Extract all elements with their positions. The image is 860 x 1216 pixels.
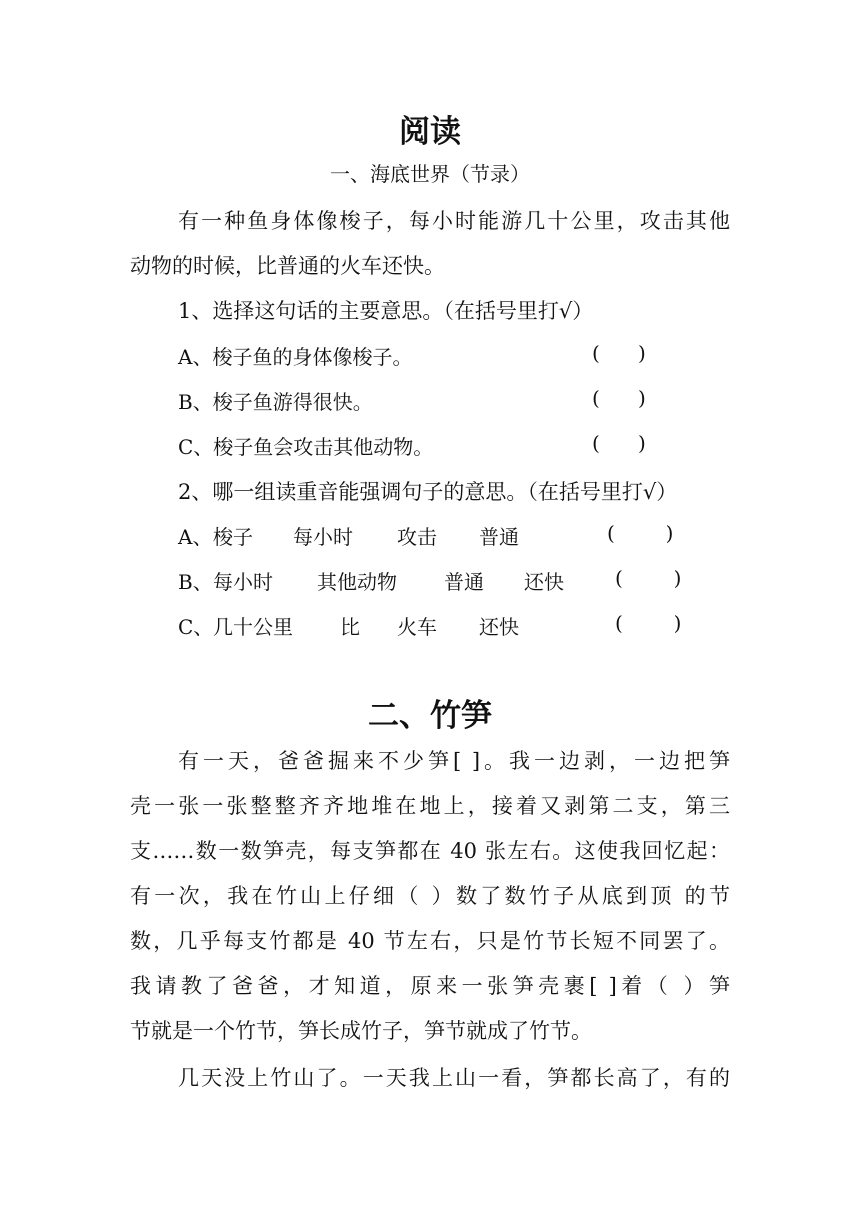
q2-option-a-word-3: 攻击 bbox=[397, 525, 437, 549]
q2-option-a-word-1: 梭子 bbox=[213, 525, 253, 549]
q2-option-c-word-4: 还快 bbox=[479, 615, 519, 639]
q2-option-a-word-2: 每小时 bbox=[293, 525, 353, 549]
passage-two-line-4: 有一次，我在竹山上仔细（ ）数了数竹子从底到顶 的节 bbox=[130, 884, 730, 908]
passage-two-line-8: 几天没上竹山了。一天我上山一看，笋都长高了，有的 bbox=[178, 1066, 730, 1090]
q1-option-a: A、梭子鱼的身体像梭子。 bbox=[178, 345, 413, 369]
q2-option-c-word-3: 火车 bbox=[397, 615, 437, 639]
passage-two-line-3: 支……数一数笋壳，每支笋都在 40 张左右。这使我回忆起： bbox=[130, 839, 730, 863]
q2-option-c-word-2: 比 bbox=[340, 615, 360, 639]
q2-option-b-word-3: 普通 bbox=[444, 570, 484, 594]
q2-option-a-label: A、 bbox=[178, 525, 213, 549]
bamboo-shoot-title: 二、竹笋 bbox=[368, 698, 492, 734]
q2-option-c-word-1: 几十公里 bbox=[213, 615, 293, 639]
passage-two-line-5: 数，几乎每支竹都是 40 节左右，只是竹节长短不同罢了。 bbox=[130, 929, 730, 953]
reading-title: 阅读 bbox=[399, 114, 461, 150]
passage-two-line-1: 有一天，爸爸掘来不少笋[ ]。我一边剥，一边把笋 bbox=[178, 749, 730, 773]
q2-option-b-word-1: 每小时 bbox=[213, 570, 273, 594]
q2-option-c-answer-blank[interactable]: ( ) bbox=[615, 611, 682, 635]
passage-one-line-2: 动物的时候，比普通的火车还快。 bbox=[130, 254, 445, 278]
q2-option-a-word-4: 普通 bbox=[479, 525, 519, 549]
q1-option-c: C、梭子鱼会攻击其他动物。 bbox=[178, 435, 434, 459]
q2-option-b-word-4: 还快 bbox=[524, 570, 564, 594]
q1-option-a-answer-blank[interactable]: ( ) bbox=[592, 341, 646, 365]
passage-two-line-7: 节就是一个竹节，笋长成竹子，笋节就成了竹节。 bbox=[130, 1019, 592, 1043]
passage-two-line-2: 壳一张一张整整齐齐地堆在地上，接着又剥第二支，第三 bbox=[130, 794, 730, 818]
q1-option-b-answer-blank[interactable]: ( ) bbox=[592, 386, 646, 410]
question-1-prompt: 1、选择这句话的主要意思。（在括号里打√） bbox=[178, 299, 594, 323]
q2-option-b-answer-blank[interactable]: ( ) bbox=[615, 566, 682, 590]
q2-option-b-label: B、 bbox=[178, 570, 213, 594]
passage-one-line-1: 有一种鱼身体像梭子，每小时能游几十公里，攻击其他 bbox=[178, 209, 730, 233]
passage-two-line-6: 我请教了爸爸，才知道，原来一张笋壳裹[ ]着（ ）笋 bbox=[130, 974, 730, 998]
q1-option-c-answer-blank[interactable]: ( ) bbox=[592, 431, 646, 455]
q2-option-a-answer-blank[interactable]: ( ) bbox=[607, 521, 674, 545]
passage-one-subtitle: 一、海底世界（节录） bbox=[330, 162, 530, 186]
q2-option-b-word-2: 其他动物 bbox=[317, 570, 397, 594]
q2-option-c-label: C、 bbox=[178, 615, 214, 639]
q1-option-b: B、梭子鱼游得很快。 bbox=[178, 390, 373, 414]
question-2-prompt: 2、哪一组读重音能强调句子的意思。（在括号里打√） bbox=[178, 480, 678, 504]
